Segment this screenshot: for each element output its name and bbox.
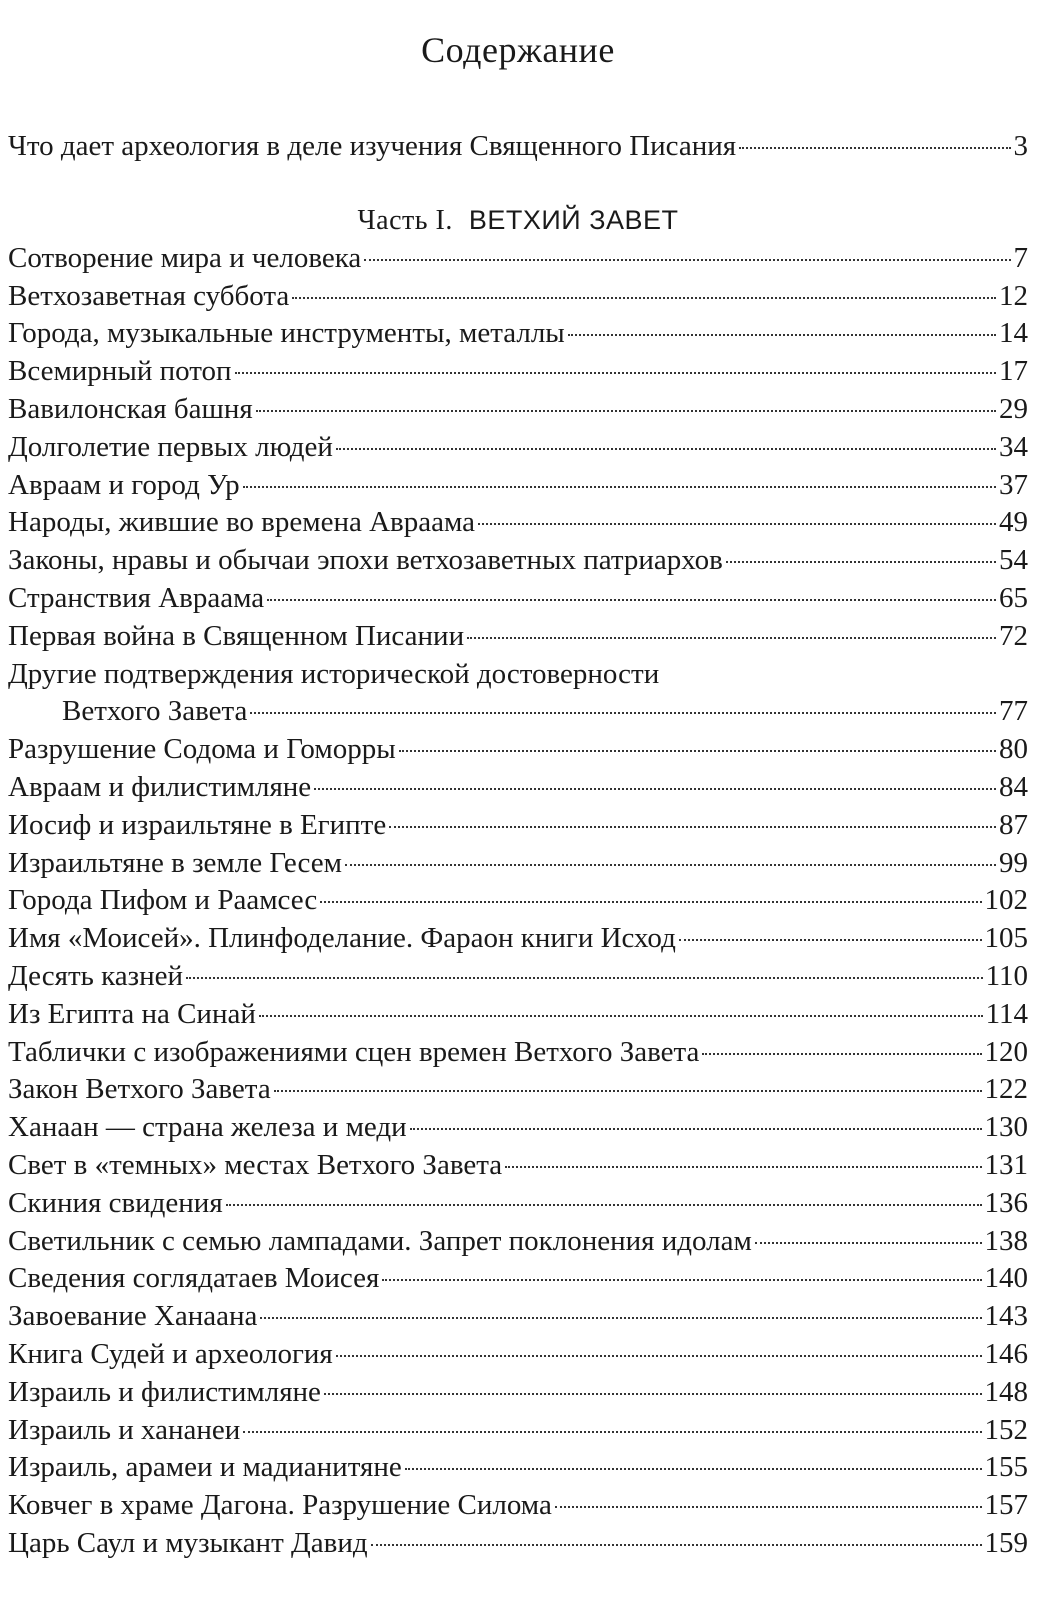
leader-dots <box>243 1431 981 1433</box>
toc-page <box>8 0 1028 1563</box>
entry-title: Израиль, арамеи и мадианитяне <box>8 1451 402 1484</box>
entry-page-number: 29 <box>999 392 1028 425</box>
entry-title: Сотворение мира и человека <box>8 241 362 274</box>
entry-title: Другие подтверждения исторической достоверности <box>8 657 660 690</box>
entry-title: Из Египта на Синай <box>8 997 256 1030</box>
entry-title: Имя «Моисей». Плинфоделание. Фараон книги Исход <box>8 922 676 955</box>
leader-dots <box>226 1204 982 1206</box>
leader-dots <box>243 486 996 488</box>
entry-title: Города, музыкальные инструменты, металлы <box>8 317 565 350</box>
toc-entry <box>8 315 1028 353</box>
entry-title: Авраам и город Ур <box>8 468 240 501</box>
leader-dots <box>186 977 983 979</box>
entry-title: Таблички с изображениями сцен времен Ветхого Завета <box>8 1035 700 1068</box>
toc-entry <box>8 278 1028 316</box>
toc-entry <box>8 731 1028 769</box>
toc-entry <box>8 240 1028 278</box>
entry-title: Царь Саул и музыкант Давид <box>8 1526 368 1559</box>
leader-dots <box>726 561 996 563</box>
entry-title: Странствия Авраама <box>8 581 265 614</box>
entry-page-number: 7 <box>1013 241 1028 274</box>
part-label: Часть I. <box>357 204 453 236</box>
entry-page-number: 138 <box>984 1224 1028 1257</box>
entry-page-number: 72 <box>999 619 1028 652</box>
entry-page-number: 148 <box>984 1375 1028 1408</box>
toc-entry <box>8 1298 1028 1336</box>
toc-entry <box>8 1109 1028 1147</box>
toc-entry <box>8 1336 1028 1374</box>
leader-dots <box>336 448 996 450</box>
entry-title-continuation: Ветхого Завета <box>62 695 248 728</box>
entry-page-number: 152 <box>984 1413 1028 1446</box>
toc-entry <box>8 1374 1028 1412</box>
page-title: Содержание <box>421 30 615 70</box>
leader-dots <box>320 901 981 903</box>
entry-page-number: 84 <box>999 770 1028 803</box>
toc-entry <box>8 504 1028 542</box>
entry-title: Ханаан — страна железа и меди <box>8 1111 407 1144</box>
leader-dots <box>259 1015 983 1017</box>
entry-page-number: 14 <box>999 317 1028 350</box>
toc-entry <box>8 1071 1028 1109</box>
toc-list <box>8 240 1028 1563</box>
toc-entry <box>8 542 1028 580</box>
leader-dots <box>405 1468 982 1470</box>
entry-title: Израиль и хананеи <box>8 1413 241 1446</box>
toc-entry <box>8 769 1028 807</box>
toc-entry <box>8 996 1028 1034</box>
leader-dots <box>755 1242 982 1244</box>
entry-page-number: 87 <box>999 808 1028 841</box>
entry-title: Всемирный потоп <box>8 355 232 388</box>
toc-entry <box>8 429 1028 467</box>
toc-entry-continuation <box>8 693 1028 731</box>
entry-title: Авраам и филистимляне <box>8 770 312 803</box>
entry-page-number: 110 <box>985 959 1028 992</box>
entry-title: Долголетие первых людей <box>8 430 333 463</box>
toc-entry <box>8 1412 1028 1450</box>
leader-dots <box>256 410 996 412</box>
toc-entry <box>8 1185 1028 1223</box>
entry-title: Что дает археология в деле изучения Священного Писания <box>8 130 737 162</box>
leader-dots <box>267 599 996 601</box>
toc-entry <box>8 1147 1028 1185</box>
entry-page-number: 12 <box>999 279 1028 312</box>
entry-title: Разрушение Содома и Гоморры <box>8 733 396 766</box>
entry-title: Завоевание Ханаана <box>8 1300 258 1333</box>
entry-title: Ветхозаветная суббота <box>8 279 290 312</box>
leader-dots <box>467 637 996 639</box>
leader-dots <box>274 1090 982 1092</box>
toc-entry <box>8 1034 1028 1072</box>
entry-title: Закон Ветхого Завета <box>8 1073 271 1106</box>
entry-page-number: 130 <box>984 1111 1028 1144</box>
leader-dots <box>382 1279 981 1281</box>
leader-dots <box>702 1053 981 1055</box>
entry-title: Скиния свидения <box>8 1186 223 1219</box>
toc-entry <box>8 656 1028 694</box>
entry-page-number: 17 <box>999 355 1028 388</box>
entry-page-number: 114 <box>985 997 1028 1030</box>
entry-page-number: 157 <box>984 1489 1028 1522</box>
leader-dots <box>235 372 996 374</box>
entry-page-number: 65 <box>999 581 1028 614</box>
entry-page-number: 80 <box>999 733 1028 766</box>
leader-dots <box>345 864 996 866</box>
toc-entry <box>8 618 1028 656</box>
leader-dots <box>410 1128 982 1130</box>
entry-page-number: 49 <box>999 506 1028 539</box>
entry-page-number: 34 <box>999 430 1028 463</box>
leader-dots <box>505 1166 981 1168</box>
entry-title: Народы, жившие во времена Авраама <box>8 506 476 539</box>
leader-dots <box>371 1544 982 1546</box>
leader-dots <box>478 523 996 525</box>
toc-entry <box>8 1525 1028 1563</box>
leader-dots <box>364 259 1010 261</box>
entry-title: Вавилонская башня <box>8 392 253 425</box>
entry-page-number: 37 <box>999 468 1028 501</box>
entry-page-number: 54 <box>999 544 1028 577</box>
toc-entry <box>8 1487 1028 1525</box>
entry-title: Израильтяне в земле Гесем <box>8 846 342 879</box>
entry-page-number: 105 <box>984 922 1028 955</box>
toc-entry <box>8 391 1028 429</box>
toc-entry <box>8 882 1028 920</box>
leader-dots <box>568 334 996 336</box>
entry-page-number: 140 <box>984 1262 1028 1295</box>
toc-entry <box>8 1260 1028 1298</box>
entry-title: Первая война в Священном Писании <box>8 619 465 652</box>
part-heading <box>8 204 1028 240</box>
part-name: ВЕТХИЙ ЗАВЕТ <box>468 204 679 235</box>
entry-title: Законы, нравы и обычаи эпохи ветхозаветных патриархов <box>8 544 723 577</box>
entry-page-number: 77 <box>999 695 1028 728</box>
leader-dots <box>336 1355 982 1357</box>
leader-dots <box>389 826 996 828</box>
leader-dots <box>324 1393 982 1395</box>
toc-intro-entry <box>8 128 1028 166</box>
entry-page-number: 155 <box>984 1451 1028 1484</box>
leader-dots <box>260 1317 981 1319</box>
toc-entry <box>8 958 1028 996</box>
toc-entry <box>8 807 1028 845</box>
leader-dots <box>399 750 996 752</box>
entry-title: Израиль и филистимляне <box>8 1375 321 1408</box>
entry-title: Города Пифом и Раамсес <box>8 884 318 917</box>
entry-page-number: 3 <box>1013 130 1028 162</box>
toc-entry <box>8 467 1028 505</box>
entry-title: Десять казней <box>8 959 183 992</box>
entry-page-number: 99 <box>999 846 1028 879</box>
entry-page-number: 146 <box>984 1337 1028 1370</box>
toc-entry <box>8 1449 1028 1487</box>
entry-title: Иосиф и израильтяне в Египте <box>8 808 387 841</box>
entry-title: Светильник с семью лампадами. Запрет поклонения идолам <box>8 1224 752 1257</box>
entry-title: Ковчег в храме Дагона. Разрушение Силома <box>8 1489 552 1522</box>
leader-dots <box>679 939 982 941</box>
entry-page-number: 131 <box>984 1148 1028 1181</box>
toc-entry <box>8 845 1028 883</box>
entry-title: Сведения соглядатаев Моисея <box>8 1262 380 1295</box>
entry-page-number: 120 <box>984 1035 1028 1068</box>
entry-page-number: 159 <box>984 1526 1028 1559</box>
entry-page-number: 122 <box>984 1073 1028 1106</box>
leader-dots <box>250 712 996 714</box>
leader-dots <box>555 1506 982 1508</box>
entry-title: Книга Судей и археология <box>8 1337 333 1370</box>
toc-entry <box>8 920 1028 958</box>
toc-entry <box>8 1223 1028 1261</box>
entry-page-number: 143 <box>984 1300 1028 1333</box>
entry-page-number: 136 <box>984 1186 1028 1219</box>
entry-title: Свет в «темных» местах Ветхого Завета <box>8 1148 503 1181</box>
toc-entry <box>8 580 1028 618</box>
leader-dots <box>292 297 996 299</box>
leader-dots <box>314 788 996 790</box>
toc-entry <box>8 353 1028 391</box>
leader-dots <box>739 147 1010 149</box>
entry-page-number: 102 <box>984 884 1028 917</box>
